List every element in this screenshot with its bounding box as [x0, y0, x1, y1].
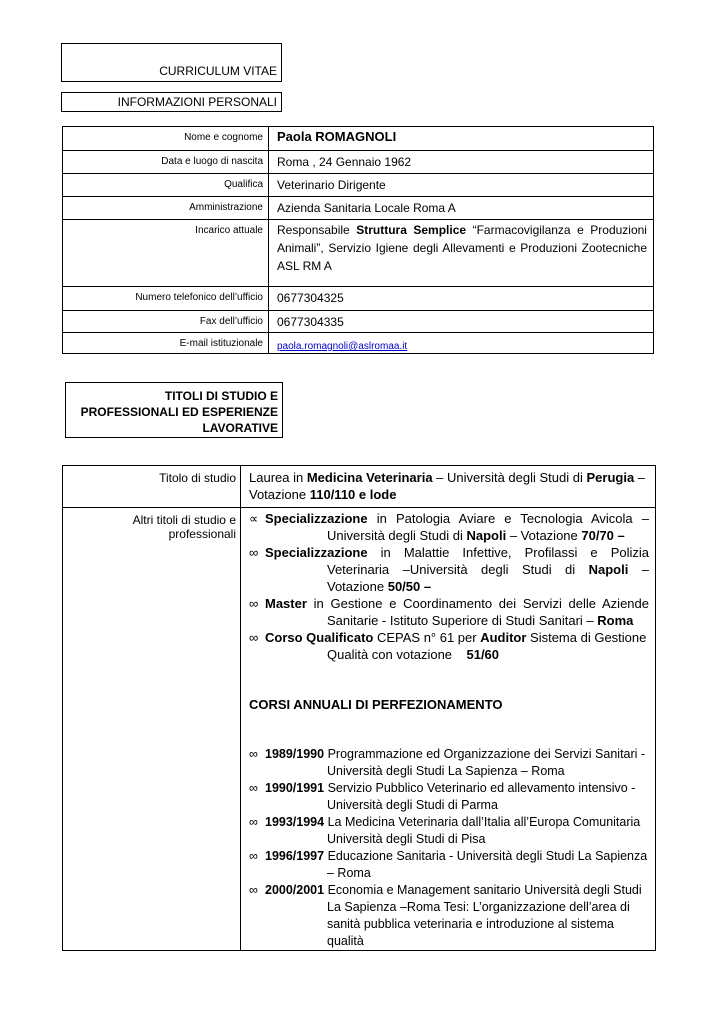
label-titolo: Titolo di studio	[63, 466, 241, 508]
titolo-b2: Perugia	[586, 470, 635, 485]
value-email	[269, 333, 654, 354]
corso-year: 2000/2001	[265, 883, 325, 897]
altri-item	[249, 544, 649, 595]
studies-title-line3: LAVORATIVE	[202, 421, 278, 435]
altri-item	[249, 510, 649, 544]
incarico-bold: Struttura Semplice	[356, 223, 467, 237]
label-amministrazione: Amministrazione	[63, 197, 269, 220]
titolo-p2: – Università degli Studi di	[432, 470, 587, 485]
altri-text2: Sistema di Gestione Qualità con votazione	[327, 630, 650, 662]
label-fax: Fax dell’ufficio	[63, 311, 269, 333]
row-telefono	[63, 287, 654, 311]
altri-text: in Patologia Aviare e Tecnologia Avicola – Università degli Studi di	[327, 511, 649, 543]
row-altri	[63, 508, 656, 951]
label-telefono: Numero telefonico dell’ufficio	[63, 287, 269, 311]
value-titolo	[241, 466, 656, 508]
studies-title-line1: TITOLI DI STUDIO E	[164, 389, 278, 403]
value-incarico	[269, 220, 654, 287]
row-nascita	[63, 151, 654, 174]
row-titolo	[63, 466, 656, 508]
studies-section-box	[65, 382, 283, 438]
altri-bold2: Auditor	[480, 630, 527, 645]
studies-title-line2: PROFESSIONALI ED ESPERIENZE	[80, 405, 278, 419]
altri-text: in Malattie Infettive, Profilassi e Polizia Veterinaria –Università degli Studi di	[327, 545, 649, 577]
personal-info-table	[62, 126, 654, 354]
value-altri	[241, 508, 656, 951]
corsi-list	[249, 746, 649, 950]
value-qualifica: Veterinario Dirigente	[269, 174, 654, 197]
titolo-p3: –	[634, 470, 646, 485]
corso-item	[249, 746, 649, 780]
altri-bold: Corso Qualificato	[265, 630, 374, 645]
label-nascita: Data e luogo di nascita	[63, 151, 269, 174]
altri-text2: – Votazione	[327, 562, 649, 594]
altri-item	[249, 629, 649, 663]
corso-text: La Medicina Veterinaria dall’Italia all’Europa Comunitaria Università degli Studi di Pisa	[324, 815, 641, 846]
label-incarico: Incarico attuale	[63, 220, 269, 287]
label-qualifica: Qualifica	[63, 174, 269, 197]
altri-bold: Specializzazione	[265, 545, 368, 560]
row-amministrazione	[63, 197, 654, 220]
cv-title: CURRICULUM VITAE	[159, 64, 277, 78]
label-altri: Altri titoli di studio e professionali	[63, 508, 241, 951]
incarico-post: “Farmacovigilanza e Produzioni Animali”, Servizio Igiene degli Allevamenti e Produzioni Zootecniche ASL RM A	[277, 223, 647, 273]
value-amministrazione: Azienda Sanitaria Locale Roma A	[269, 197, 654, 220]
corso-year: 1996/1997	[265, 849, 325, 863]
altri-list	[249, 510, 649, 663]
altri-bold: Specializzazione	[265, 511, 368, 526]
titolo-p1: Laurea in	[249, 470, 307, 485]
value-fax: 0677304335	[269, 311, 654, 333]
personal-section-title: INFORMAZIONI PERSONALI	[117, 95, 277, 109]
altri-text2: – Votazione	[506, 528, 582, 543]
row-fax	[63, 311, 654, 333]
corso-item	[249, 848, 649, 882]
infinity-bullet-icon: ∞	[249, 849, 258, 863]
corso-text: Economia e Management sanitario Università degli Studi La Sapienza –Roma Tesi: L’organizzazione dell’area di sanità pubblica veterinaria e introduzione al sistema qualità	[324, 883, 642, 948]
titolo-b3: 110/110 e lode	[309, 487, 397, 502]
corsi-title: CORSI ANNUALI DI PERFEZIONAMENTO	[249, 697, 503, 712]
incarico-pre: Responsabile	[277, 223, 357, 237]
infinity-bullet-icon: ∞	[249, 883, 258, 897]
cv-title-box	[61, 43, 282, 82]
altri-bold3: 70/70 –	[581, 528, 625, 543]
infinity-bullet-icon: ∞	[249, 545, 259, 560]
corso-item	[249, 814, 649, 848]
altri-bold2: Napoli	[466, 528, 507, 543]
altri-item	[249, 595, 649, 629]
altri-text: in Gestione e Coordinamento dei Servizi delle Aziende Sanitarie - Istituto Superiore di Studi Sanitari –	[306, 596, 649, 628]
altri-bold2: Napoli	[588, 562, 629, 577]
corso-year: 1989/1990	[265, 747, 325, 761]
row-incarico	[63, 220, 654, 287]
row-nome	[63, 127, 654, 151]
corso-text: Servizio Pubblico Veterinario ed allevamento intensivo - Università degli Studi di Parma	[324, 781, 636, 812]
value-telefono: 0677304325	[269, 287, 654, 311]
value-nascita: Roma , 24 Gennaio 1962	[269, 151, 654, 174]
row-email	[63, 333, 654, 354]
corso-item	[249, 882, 649, 950]
email-link[interactable]: paola.romagnoli@aslromaa.it	[277, 341, 408, 352]
infinity-bullet-icon: ∞	[249, 815, 258, 829]
titolo-b1: Medicina Veterinaria	[306, 470, 433, 485]
corso-text: Programmazione ed Organizzazione dei Servizi Sanitari -Università degli Studi La Sapienza – Roma	[324, 747, 646, 778]
altri-bold3: 51/60	[466, 647, 500, 662]
corso-text: Educazione Sanitaria - Università degli Studi La Sapienza – Roma	[324, 849, 648, 880]
corso-year: 1990/1991	[265, 781, 325, 795]
corso-item	[249, 780, 649, 814]
altri-bold3: 50/50 –	[387, 579, 432, 594]
personal-section-box	[61, 92, 282, 112]
infinity-bullet-icon: ∞	[249, 630, 259, 645]
education-table	[62, 465, 656, 951]
label-nome: Nome e cognome	[63, 127, 269, 151]
corso-year: 1993/1994	[265, 815, 325, 829]
value-nome	[269, 127, 654, 151]
row-qualifica	[63, 174, 654, 197]
name-text: Paola ROMAGNOLI	[277, 129, 397, 144]
label-email: E-mail istituzionale	[63, 333, 269, 354]
altri-bold2: Roma	[597, 613, 634, 628]
infinity-bullet-icon: ∞	[249, 596, 259, 611]
titolo-p4: Votazione	[249, 487, 310, 502]
infinity-bullet-icon: ∞	[249, 781, 258, 795]
infinity-bullet-icon: ∞	[249, 747, 258, 761]
altri-bold: Master	[265, 596, 307, 611]
altri-text: CEPAS n° 61 per	[373, 630, 481, 645]
proportional-bullet-icon: ∝	[249, 511, 259, 526]
